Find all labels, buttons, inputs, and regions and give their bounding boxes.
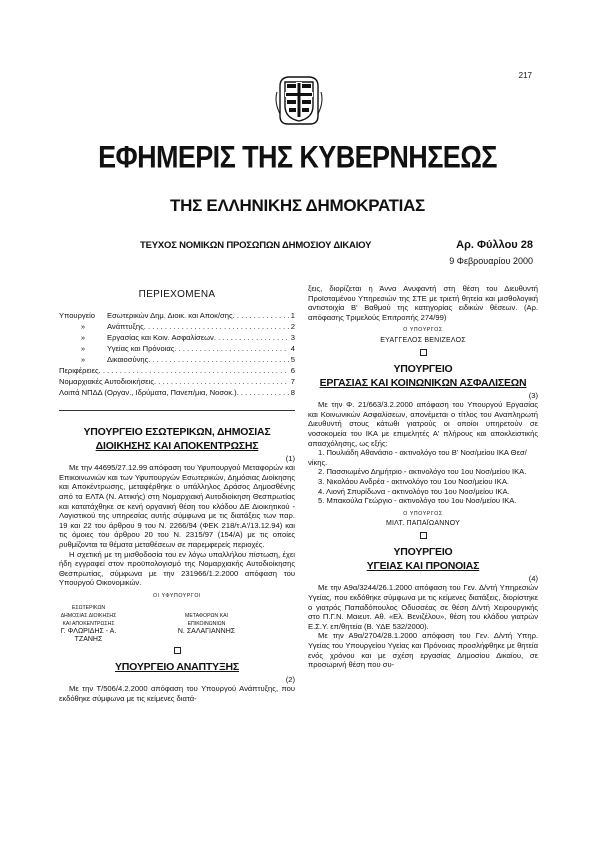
section-title: ΥΠΟΥΡΓΕΙΟ ΥΓΕΙΑΣ ΚΑΙ ΠΡΟΝΟΙΑΣ xyxy=(366,545,480,572)
paragraph: Με την Φ. 21/663/3.2.2000 απόφαση του Υπουργού Εργασίας και Κοινωνικών Ασφαλίσεων, απονέμεται ο τίτλος του Αναπληρωτή Διευθυντή στους κάτωθι γιατρούς οι οποίοι υπηρετούν σε νοσοκομεία του ΙΚΑ με επιμελητές Α' πλήρους και αποκλειστικής απασχόλησης, ως εξής: xyxy=(308,400,538,448)
toc-row[interactable]: » Εργασίας και Κοιν. Ασφαλίσεων . . . 3 xyxy=(59,332,295,343)
signatory-name: ΕΥΑΓΓΕΛΟΣ ΒΕΝΙΖΕΛΟΣ xyxy=(380,336,466,344)
divider xyxy=(59,410,295,411)
signatory-name: ΜΙΛΤ. ΠΑΠΑΪΩΑΝΝΟΥ xyxy=(385,520,461,528)
signatory-name: Ν. ΣΑΛΑΓΙΑΝΝΗΣ xyxy=(177,627,236,635)
signature-block: ΕΣΩΤΕΡΙΚΩΝ ΔΗΜΟΣΙΑΣ ΔΙΟΙΚΗΣΗΣ ΚΑΙ ΑΠΟΚΕΝΤΡΩΣΗΣ Γ. ΦΛΩΡΙΔΗΣ - Α. ΤΖΑΝΗΣ ΜΕΤΑΦΟΡΩΝ ΚΑΙ ΕΠΙΚΟΙΝΩΝΙΩΝ Ν. ΣΑΛΑΓΙΑΝΝΗΣ xyxy=(60,604,236,643)
toc-row[interactable]: Υπουργείο Εσωτερικών Δημ. Διοικ. και Αποκ/σης . . . 1 xyxy=(59,310,295,321)
sheet-number xyxy=(456,239,533,251)
list-item: 1. Πουλιάδη Αθανάσιο - ακτινολόγο του Β' Νοσ/μείου ΙΚΑ Θεσ/νίκης. xyxy=(308,448,527,467)
page-number: 217 xyxy=(518,71,532,80)
gazette-title: ΕΦΗΜΕΡΙΣ ΤΗΣ ΚΥΒΕΡΝΗΣΕΩΣ xyxy=(98,139,497,175)
paragraph: Με την Τ/506/4.2.2000 απόφαση του Υπουργού Ανάπτυξης, που εκδόθηκε σύμφωνα με τις κείμενες διατά- xyxy=(59,684,295,703)
paragraph: Με την 44695/27.12.99 απόφαση του Υφυπουργού Μεταφορών και Επικοινωνιών και των Υφυπουργών Εσωτερικών, Δημόσιας Διοίκησης και Αποκέντρωσης, μεταφέρθηκε ο υπάλληλος Δράσος Δημοσθένης από τα ΕΛΤΑ (Ν. Αττικής) στη Νομαρχιακή Αυτοδιοίκηση Θεσπρωτίας και κατατάχθηκε σε κενή οργανική θέση του κλάδου ΔΕ Διοικητικού - Λογιστικού της υπηρεσίας αυτής σύμφωνα με τις διατάξεις των παρ. 19 και 22 του άρθρου 9 του Ν. 2266/94 (ΦΕΚ 218/τ.Α'/13.12.94) και τις όμοιες του άρθρου 20 του Ν. 2315/97 (154/Α) με τις οποίες ρυθμίζονται τα θέματα μεταθέσεων σε παρεμφερείς περιοχές. xyxy=(59,463,295,549)
issue-date: 9 Φεβρουαρίου 2000 xyxy=(449,256,533,266)
section-number: (3) xyxy=(528,390,538,400)
list-item: 3. Νικολάου Ανδρέα - ακτινολόγο του 1ου Νοσ/μείου ΙΚΑ. xyxy=(318,476,509,486)
section-number: (1) xyxy=(285,453,295,463)
signature-heading: ΟΙ ΥΦΥΠΟΥΡΓΟΙ xyxy=(152,592,202,599)
left-column xyxy=(59,284,295,703)
signatory-names: Γ. ΦΛΩΡΙΔΗΣ - Α. ΤΖΑΝΗΣ xyxy=(60,627,117,643)
section-title: ΥΠΟΥΡΓΕΙΟ ΕΣΩΤΕΡΙΚΩΝ, ΔΗΜΟΣΙΑΣ ΔΙΟΙΚΗΣΗΣ ΚΑΙ ΑΠΟΚΕΝΤΡΩΣΗΣ xyxy=(83,425,271,452)
section-number: (2) xyxy=(285,674,295,684)
list-item: 2. Πασσιωμένο Δημήτριο - ακτινολόγο του 1ου Νοσ/μείου ΙΚΑ. xyxy=(318,467,527,477)
section-number: (4) xyxy=(528,573,538,583)
section-title: ΥΠΟΥΡΓΕΙΟ ΕΡΓΑΣΙΑΣ ΚΑΙ ΚΟΙΝΩΝΙΚΩΝ ΑΣΦΑΛΙΣΕΩΝ xyxy=(319,362,527,389)
separator-square-icon xyxy=(420,532,427,539)
section-title: ΥΠΟΥΡΓΕΙΟ ΑΝΑΠΤΥΞΗΣ xyxy=(115,660,239,673)
toc-row[interactable]: Περιφέρειες . . . 6 xyxy=(59,365,295,376)
sheet-label: Αρ. Φύλλου xyxy=(456,239,518,251)
signature-heading: Ο ΥΠΟΥΡΓΟΣ xyxy=(403,510,443,517)
paragraph: Η σχετική με τη μισθοδοσία του εν λόγω υπαλλήλου πίστωση, έχει ήδη εγγραφεί στον προϋπολογισμό της Νομαρχιακής Αυτοδιοίκησης Θεσπρωτίας, σύμφωνα με την 231966/1.2.2000 απόφαση του Υπουργού Οικονομικών. xyxy=(59,549,295,588)
gazette-subtitle: ΤΗΣ ΕΛΛΗΝΙΚΗΣ ΔΗΜΟΚΡΑΤΙΑΣ xyxy=(170,196,425,215)
list-item: 4. Λιονή Σπυρίδωνα - ακτινολόγο του 1ου Νοσ/μείου ΙΚΑ. xyxy=(318,486,510,496)
signature-heading: Ο ΥΠΟΥΡΓΟΣ xyxy=(403,327,443,334)
toc-row[interactable]: Νομαρχιακές Αυτοδιοικήσεις . . . 7 xyxy=(59,376,295,387)
paragraph: ξεις, διορίζεται η Άννα Ανυφαντή στη θέση του Διευθυντή Προϊσταμένου Υπηρεσιών της ΣΤΕ με τριετή θητεία και μισθολογική αντιστοιχία Β' Βαθμού της κατηγορίας ειδικών θέσεων. (Αρ. απόφασης Τριμελούς Επιτροπής 274/99) xyxy=(308,284,538,322)
sheet-value: 28 xyxy=(520,239,533,251)
toc-row[interactable]: » Ανάπτυξης . . . 2 xyxy=(59,321,295,332)
toc-row[interactable]: » Δικαιοσύνης . . . 5 xyxy=(59,354,295,365)
series-label: ΤΕΥΧΟΣ ΝΟΜΙΚΩΝ ΠΡΟΣΩΠΩΝ ΔΗΜΟΣΙΟΥ ΔΙΚΑΙΟΥ xyxy=(140,240,372,251)
toc-title: ΠΕΡΙΕΧΟΜΕΝΑ xyxy=(138,289,216,300)
paragraph: Με την Α9α/3244/26.1.2000 απόφαση του Γεν. Δ/ντή Υπηρεσιών Υγείας, που εκδόθηκε σύμφωνα με τις κείμενες διατάξεις, διορίστηκε ο γιατρός Παπαδόπουλος Οδυσσέας σε θέση Δ/ντή Χειρουργικής στο Π.Γ.Ν. Μαιευτ. Αθ. «Ελ. Βενιζέλου», θέση του κλάδου γιατρών Ε.Σ.Υ. επ/θητεία (Β. ΥΔΕ 532/2000). xyxy=(308,583,538,631)
paragraph: Με την Α9α/2704/28.1.2000 απόφαση του Γεν. Δ/ντή Υπηρ. Υγείας του Υπουργείου Υγείας και Πρόνοιας προσλήφθηκε με θητεία ενός χρόνου και με σχέση εργασίας Δημοσίου Δικαίου, σε προσωρινή θέση που συ- xyxy=(308,631,538,670)
toc-row[interactable]: » Υγείας και Πρόνοιας . . . 4 xyxy=(59,343,295,354)
toc-row[interactable]: Λοιπά ΝΠΔΔ (Οργαν., Ιδρύματα, Πανεπ/μια, Νοσοκ.) . . . 8 xyxy=(59,387,295,398)
separator-square-icon xyxy=(420,349,427,356)
right-column xyxy=(308,284,538,670)
separator-square-icon xyxy=(174,647,181,654)
issue-row xyxy=(70,240,533,254)
toc-list xyxy=(59,310,295,398)
coat-of-arms-icon xyxy=(274,72,324,128)
list-item: 5. Μπακούλα Γεώργιο - ακτινολόγο του 1ου Νοσ/μείου ΙΚΑ. xyxy=(318,496,517,506)
